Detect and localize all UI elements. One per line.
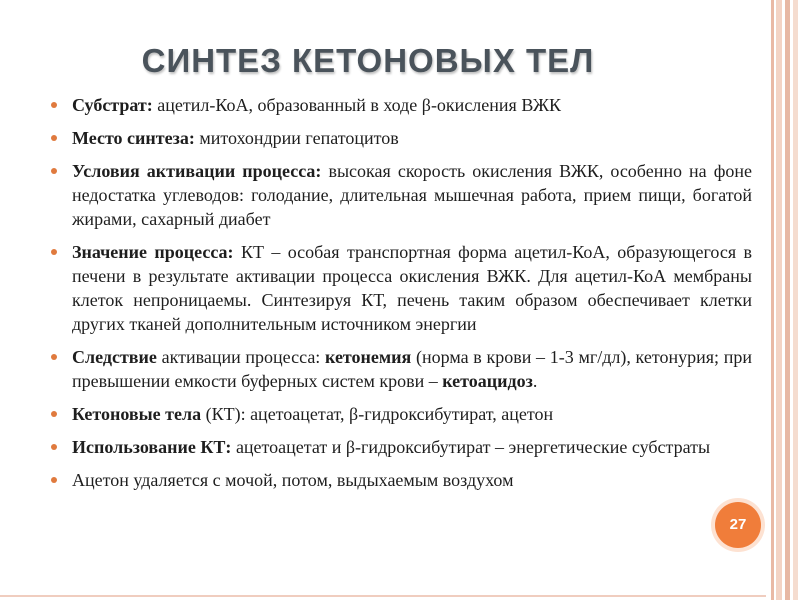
list-item-acetone — [48, 468, 752, 492]
list-item-significance — [48, 240, 752, 336]
bullet-dot-icon — [51, 444, 57, 450]
item-label: Условия активации процесса: — [72, 161, 322, 181]
item-label: Значение процесса: — [72, 242, 234, 262]
stripe — [785, 0, 790, 600]
item-text: активации процесса: — [156, 347, 326, 367]
item-text: ацетоацетат и β-гидроксибутират – энергетические субстраты — [231, 437, 711, 457]
item-term-ketonemia: кетонемия — [325, 347, 412, 367]
item-text: (норма в крови – 1-3 мг/дл), кетонурия; при превышении емкости буферных систем крови – — [72, 347, 752, 391]
stripe — [771, 0, 774, 600]
decorative-side-stripes — [766, 0, 800, 600]
item-label: Кетоновые тела — [72, 404, 202, 424]
item-label: Следствие — [72, 347, 157, 367]
stripe — [793, 0, 798, 600]
item-text: митохондрии гепатоцитов — [194, 128, 399, 148]
list-item-location — [48, 126, 752, 150]
bullet-dot-icon — [51, 477, 57, 483]
item-text: Ацетон удаляется с мочой, потом, выдыхаемым воздухом — [72, 470, 514, 490]
bottom-divider — [0, 595, 766, 597]
item-text: ацетил-КоА, образованный в ходе β-окисления ВЖК — [152, 95, 562, 115]
bullet-dot-icon — [51, 249, 57, 255]
item-label: Субстрат: — [72, 95, 153, 115]
bullet-dot-icon — [51, 411, 57, 417]
list-item-ketone-bodies — [48, 402, 752, 426]
bullet-dot-icon — [51, 354, 57, 360]
slide-title: СИНТЕЗ КЕТОНОВЫХ ТЕЛ — [141, 42, 595, 79]
slide-content — [48, 93, 752, 501]
list-item-usage — [48, 435, 752, 459]
bullet-dot-icon — [51, 102, 57, 108]
item-text: высокая скорость окисления ВЖК, особенно на фоне недостатка углеводов: голодание, длительная мышечная работа, прием пищи, богатой жирами, сахарный диабет — [72, 161, 752, 229]
bullet-dot-icon — [51, 168, 57, 174]
list-item-conditions — [48, 159, 752, 231]
item-text: . — [532, 371, 538, 391]
item-text: (КТ): ацетоацетат, β-гидроксибутират, ацетон — [201, 404, 554, 424]
item-term-ketoacidosis: кетоацидоз — [442, 371, 533, 391]
item-label: Место синтеза: — [72, 128, 195, 148]
list-item-substrate — [48, 93, 752, 117]
bullet-dot-icon — [51, 135, 57, 141]
list-item-consequence — [48, 345, 752, 393]
bullet-list — [48, 93, 752, 492]
item-text: КТ – особая транспортная форма ацетил-КоА, образующегося в печени в результате активации процесса окисления ВЖК. Для ацетил-КоА мембраны клеток непроницаемы. Синтезируя КТ, печень таким образом обеспечивает клетки других тканей дополнительным источником энергии — [72, 242, 752, 334]
page-number-badge: 27 — [715, 502, 761, 548]
stripe — [776, 0, 782, 600]
item-label: Использование КТ: — [72, 437, 232, 457]
